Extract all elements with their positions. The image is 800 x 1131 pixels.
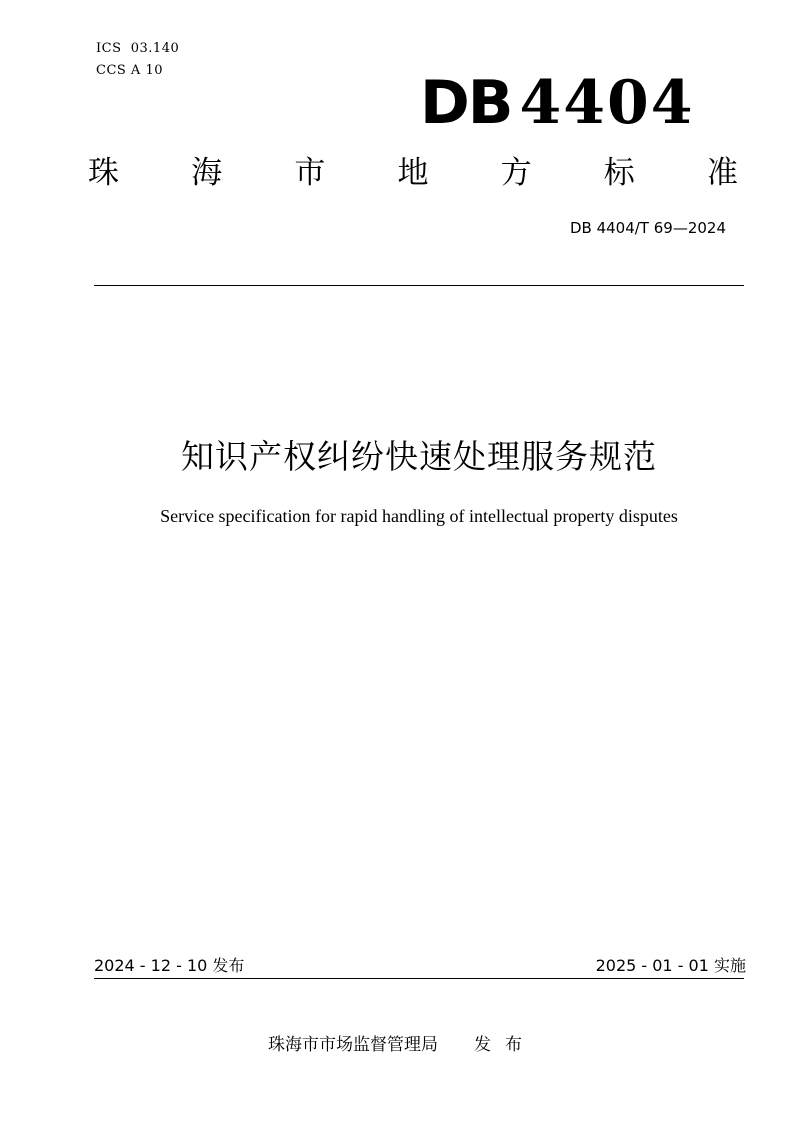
ics-code: ICS 03.140 bbox=[96, 41, 180, 56]
document-title-english: Service specification for rapid handling of intellectual property disputes bbox=[160, 506, 678, 526]
standard-type-char: 标 bbox=[603, 155, 635, 191]
issuer-action: 发布 bbox=[474, 1035, 536, 1055]
standard-type-char: 准 bbox=[706, 155, 738, 191]
db-logo bbox=[420, 68, 720, 138]
implementation-date: 2025 - 01 - 01 实施 bbox=[595, 956, 746, 975]
issuer-name: 珠海市市场监督管理局 bbox=[268, 1035, 438, 1055]
bottom-divider bbox=[94, 978, 744, 979]
db-logo-prefix: DB bbox=[420, 68, 512, 138]
standard-type-char: 市 bbox=[294, 155, 326, 191]
standard-type-char: 珠 bbox=[88, 155, 119, 191]
document-title-chinese: 知识产权纠纷快速处理服务规范 bbox=[181, 437, 657, 476]
classification-codes bbox=[96, 38, 179, 82]
issue-date: 2024 - 12 - 10 发布 bbox=[94, 956, 245, 975]
ccs-code: CCS A 10 bbox=[96, 63, 163, 78]
issuing-authority bbox=[268, 1032, 536, 1058]
standard-number: DB 4404/T 69—2024 bbox=[569, 219, 726, 237]
standard-type-char: 方 bbox=[500, 155, 532, 191]
standard-type-char: 地 bbox=[397, 155, 429, 191]
standard-type-char: 海 bbox=[191, 155, 223, 191]
db-logo-number: 4404 bbox=[519, 68, 695, 138]
standard-type-heading bbox=[88, 150, 738, 196]
top-divider bbox=[94, 285, 744, 286]
